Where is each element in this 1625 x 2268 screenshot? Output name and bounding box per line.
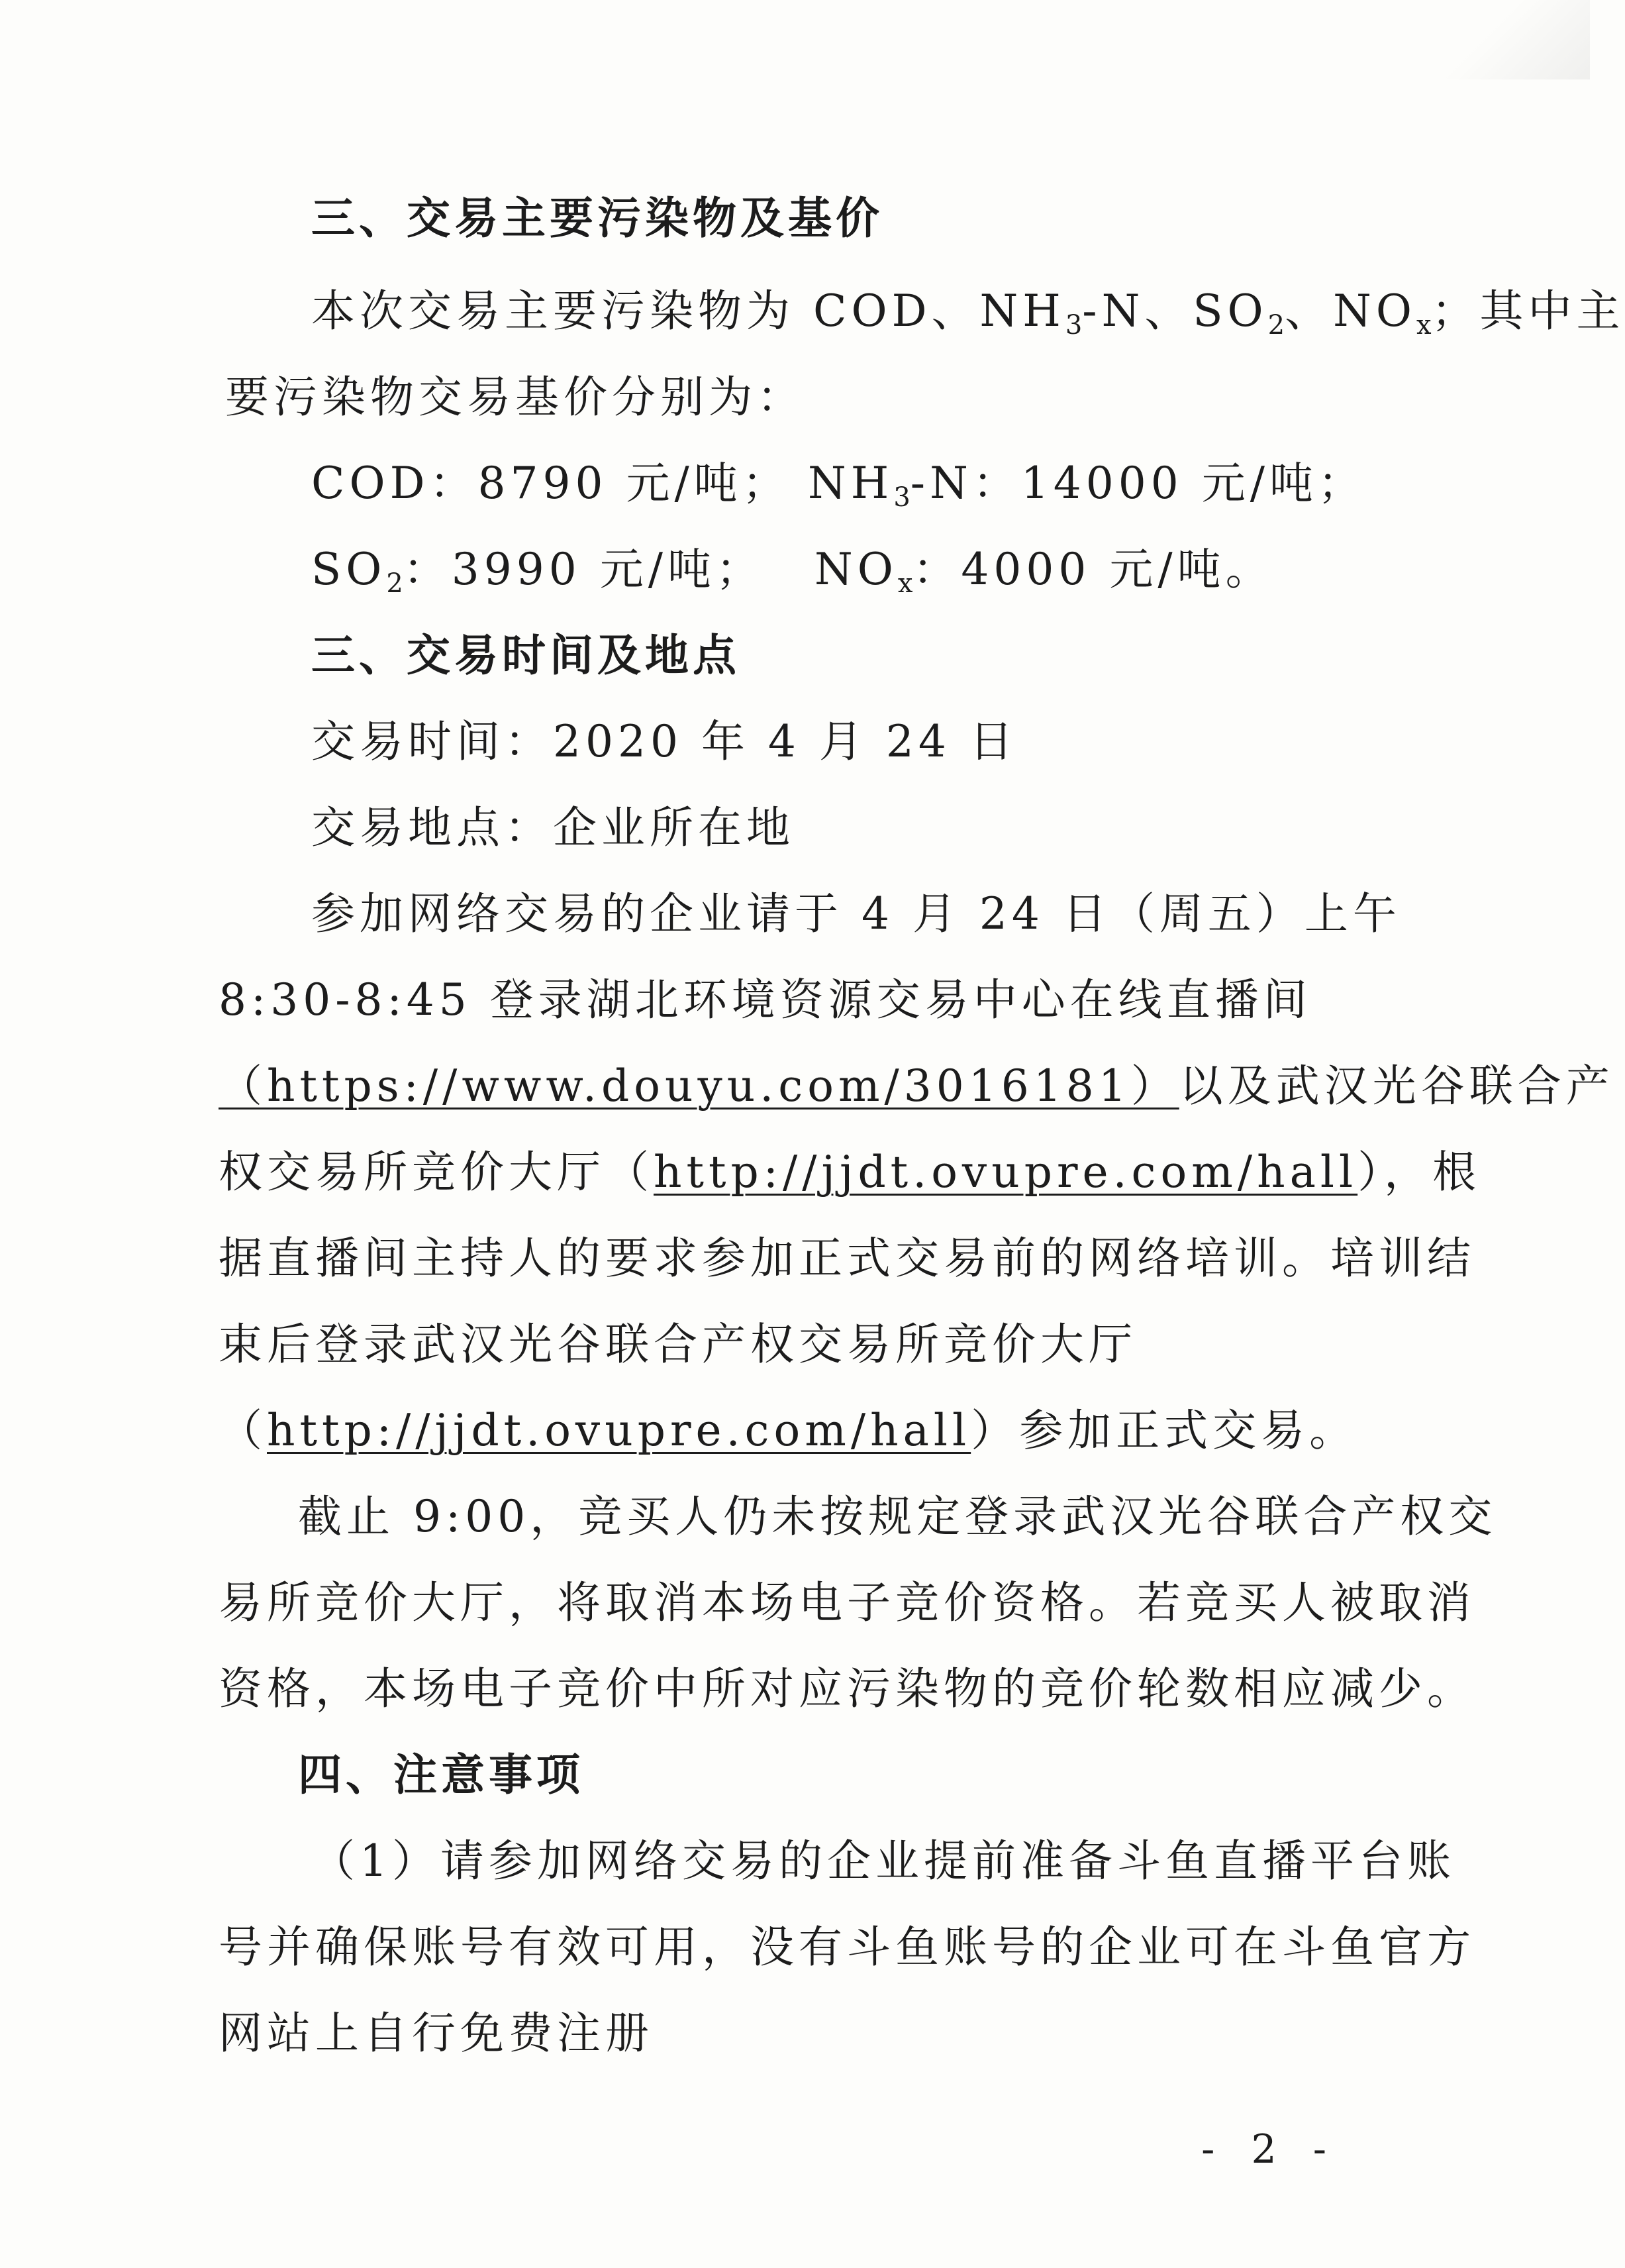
note-1-line-3: 网站上自行免费注册: [219, 2008, 654, 2059]
douyu-link[interactable]: （https://www.douyu.com/3016181）: [219, 1060, 1179, 1111]
price-cod: COD：8790 元/吨；: [311, 458, 791, 509]
deadline-line-1: 截止 9:00，竞买人仍未按规定登录武汉光谷联合产权交: [298, 1491, 1497, 1542]
price-nh3n: $NH_3-N$：14000 元/吨；: [808, 458, 1366, 513]
hall-link-2[interactable]: http://jjdt.ovupre.com/hall: [267, 1405, 971, 1456]
section-heading-pollutants: 三、交易主要污染物及基价: [311, 193, 883, 244]
scan-shadow: [1298, 0, 1590, 79]
online-line-6: 束后登录武汉光谷联合产权交易所竞价大厅: [219, 1319, 1137, 1370]
online-line-7: （http://jjdt.ovupre.com/hall）参加正式交易。: [219, 1405, 1358, 1456]
online-line-3: （https://www.douyu.com/3016181）以及武汉光谷联合产: [219, 1060, 1614, 1111]
online-line-4: 权交易所竞价大厅（http://jjdt.ovupre.com/hall），根: [219, 1147, 1481, 1198]
online-line-2: 8:30-8:45 登录湖北环境资源交易中心在线直播间: [219, 974, 1312, 1025]
online-line-1: 参加网络交易的企业请于 4 月 24 日（周五）上午: [311, 888, 1401, 939]
note-1-line-1: （1）请参加网络交易的企业提前准备斗鱼直播平台账: [311, 1835, 1455, 1886]
deadline-line-2: 易所竞价大厅，将取消本场电子竞价资格。若竞买人被取消: [219, 1577, 1475, 1628]
deadline-line-3: 资格，本场电子竞价中所对应污染物的竞价轮数相应减少。: [219, 1663, 1475, 1714]
pollutants-intro-line-1: 本次交易主要污染物为 COD、$NH_3-N$、$SO_2$、$NO_x$；其中主: [311, 285, 1625, 340]
hall-link[interactable]: http://jjdt.ovupre.com/hall: [654, 1147, 1358, 1198]
section-heading-notes: 四、注意事项: [298, 1749, 584, 1800]
online-line-5: 据直播间主持人的要求参加正式交易前的网络培训。培训结: [219, 1233, 1475, 1284]
trade-place: 交易地点：企业所在地: [311, 802, 795, 853]
trade-time: 交易时间：2020 年 4 月 24 日: [311, 716, 1018, 767]
price-nox: $NO_x$：4000 元/吨。: [814, 544, 1274, 599]
page-number: - 2 -: [1201, 2126, 1338, 2173]
price-so2: $SO_2$：3990 元/吨；: [311, 544, 764, 599]
section-heading-time-place: 三、交易时间及地点: [311, 630, 740, 681]
pollutants-intro-line-2: 要污染物交易基价分别为：: [225, 372, 805, 423]
note-1-line-2: 号并确保账号有效可用，没有斗鱼账号的企业可在斗鱼官方: [219, 1922, 1475, 1973]
